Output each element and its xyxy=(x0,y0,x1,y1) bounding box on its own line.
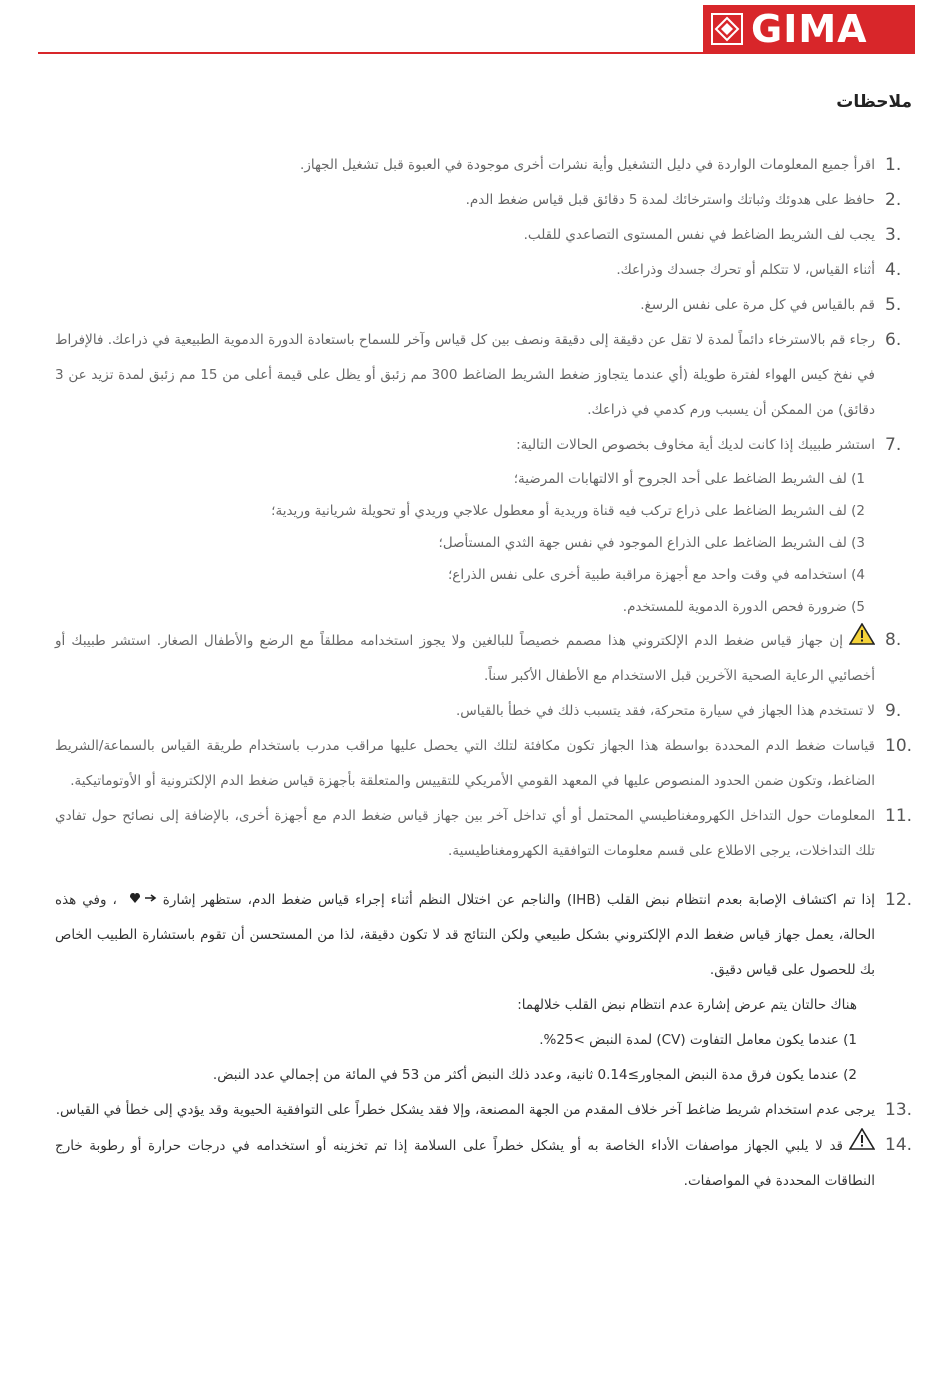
item-text: حافظ على هدوئك وثباتك واسترخائك لمدة 5 دقائق قبل قياس ضغط الدم. xyxy=(465,192,875,208)
item-lead: هناك حالتان يتم عرض إشارة عدم انتظام نبض القلب خلالهما: xyxy=(517,997,857,1013)
item-text: قياسات ضغط الدم المحددة بواسطة هذا الجهاز تكون مكافئة لتلك التي يحصل عليها مراقب مدرب باستخدام طريقة القياس بالسماعة/الشريط الضاغط، وتكون ضمن الحدود المنصوص عليها في المعهد القومي الأمريكي للتقييس والمتعلقة بأجهزة قياس ضغط الدم الإلكترونية أو الأوتوماتيكية. xyxy=(55,738,875,789)
list-item xyxy=(55,218,915,253)
item-number: 13. xyxy=(885,1100,913,1120)
list-item xyxy=(55,183,915,218)
item-text: المعلومات حول التداخل الكهرومغناطيسي المحتمل أو أي تداخل آخر بين جهاز قياس ضغط الدم مع أجهزة أخرى، بالإضافة إلى نصائح حول تفادي تلك التداخلات، يرجى الاطلاع على قسم معلومات التوافقية الكهرومغناطيسية. xyxy=(55,808,875,859)
item-number: 5. xyxy=(885,295,902,315)
item-text-wrap xyxy=(55,623,875,694)
list-item xyxy=(55,148,915,183)
gima-diamond-icon xyxy=(711,13,743,45)
item-number: 3. xyxy=(885,225,902,245)
list-item xyxy=(55,428,915,623)
item-text: ، وفي هذه الحالة، يعمل جهاز قياس ضغط الدم الإلكتروني بشكل طبيعي ولكن النتائج قد لا تكون دقيقة، لذا من المستحسن أن تقوم باستشارة الطبيب الخاص بك للحصول على قياس دقيق. xyxy=(55,892,875,978)
item-number: 1. xyxy=(885,155,902,175)
item-text: إن جهاز قياس ضغط الدم الإلكتروني هذا مصمم خصيصاً للبالغين ولا يجوز استخدامه مطلقاً مع الرضع والأطفال الصغار. استشر طبيبك أو أخصائيي الرعاية الصحية الآخرين قبل الاستخدام مع الأطفال الأكبر سناً. xyxy=(55,633,875,684)
item-number: 9. xyxy=(885,701,902,721)
list-item xyxy=(55,323,915,428)
item-text: يجب لف الشريط الضاغط في نفس المستوى التصاعدي للقلب. xyxy=(523,227,875,243)
item-text: أثناء القياس، لا تتكلم أو تحرك جسدك وذراعك. xyxy=(616,262,875,278)
item-text: قم بالقياس في كل مرة على نفس الرسغ. xyxy=(640,297,875,313)
brand-name: GIMA xyxy=(751,7,868,51)
list-item xyxy=(55,799,915,869)
item-number: 11. xyxy=(885,806,913,826)
list-item xyxy=(55,883,915,1093)
item-number: 7. xyxy=(885,435,902,455)
item-number: 8. xyxy=(885,630,902,650)
item-number: 4. xyxy=(885,260,902,280)
item-text: رجاء قم بالاسترخاء دائماً لمدة لا تقل عن دقيقة إلى دقيقة ونصف بين كل قياس وآخر للسماح باستعادة الدورة الدموية الطبيعية في ذراعك. فالإفراط في نفخ كيس الهواء لفترة طويلة (أي عندما يتجاوز ضغط الشريط الضاغط 300 مم زئبق أو يظل على قيمة أعلى من 15 مم زئبق لمدة تزيد عن 3 دقائق) من الممكن أن يسبب ورم كدمي في ذراعك. xyxy=(55,332,876,418)
item-text: يرجى عدم استخدام شريط ضاغط آخر خلاف المقدم من الجهة المصنعة، وإلا فقد يشكل خطراً على التوافقية الحيوية وقد يؤدي إلى خطأ في القياس. xyxy=(55,1102,875,1118)
list-item xyxy=(55,288,915,323)
list-item xyxy=(55,729,915,799)
sub-item: 2) لف الشريط الضاغط على ذراع تركب فيه قناة وريدية أو معطول علاجي وريدي أو تحويلة شريانية وريدية؛ xyxy=(271,503,865,519)
irregular-heartbeat-icon xyxy=(129,883,157,918)
sub-item: 5) ضرورة فحص الدورة الدموية للمستخدم. xyxy=(622,599,865,615)
item-number: 2. xyxy=(885,190,902,210)
warning-triangle-icon xyxy=(849,1128,875,1164)
list-item xyxy=(55,694,915,729)
item-number: 12. xyxy=(885,890,913,910)
list-item xyxy=(55,623,915,694)
sub-item: 1) عندما يكون معامل التفاوت (CV) لمدة النبض >25%. xyxy=(539,1032,857,1048)
sub-item: 3) لف الشريط الضاغط على الذراع الموجود في نفس جهة الثدي المستأصل؛ xyxy=(438,535,865,551)
item-text-wrap xyxy=(55,883,875,988)
gima-logo xyxy=(703,5,915,53)
list-item xyxy=(55,253,915,288)
item-number: 14. xyxy=(885,1135,913,1155)
item-number: 10. xyxy=(885,736,913,756)
sub-item: 2) عندما يكون فرق مدة النبض المجاور≥0.14 ثانية، وعدد ذلك النبض أكثر من 53 في المائة من إجمالي عدد النبض. xyxy=(212,1067,857,1083)
item-text: اقرأ جميع المعلومات الواردة في دليل التشغيل وأية نشرات أخرى موجودة في العبوة قبل تشغيل الجهاز. xyxy=(300,157,875,173)
sub-item: 1) لف الشريط الضاغط على أحد الجروح أو الالتهابات المرضية؛ xyxy=(513,471,865,487)
item-text: إذا تم اكتشاف الإصابة بعدم انتظام نبض القلب (IHB) والناجم عن اختلال النظم أثناء إجراء قياس ضغط الدم، ستظهر إشارة xyxy=(162,892,875,908)
item-text-wrap xyxy=(55,1128,875,1199)
list-item xyxy=(55,1128,915,1199)
item-text: استشر طبيبك إذا كانت لديك أية مخاوف بخصوص الحالات التالية: xyxy=(516,437,875,453)
warning-triangle-icon xyxy=(849,623,875,659)
item-number: 6. xyxy=(885,330,902,350)
sub-item: 4) استخدامه في وقت واحد مع أجهزة مراقبة طبية أخرى على نفس الذراع؛ xyxy=(448,567,865,583)
header-rule xyxy=(38,52,915,54)
item-text: قد لا يلبي الجهاز مواصفات الأداء الخاصة به أو يشكل خطراً على السلامة إذا تم تخزينه أو استخدامه في درجات حرارة أو رطوبة خارج النطاقات المحددة في المواصفات. xyxy=(55,1138,875,1189)
notes-list xyxy=(55,148,915,1199)
page-title: ملاحظات xyxy=(836,92,912,112)
list-item xyxy=(55,1093,915,1128)
item-text: لا تستخدم هذا الجهاز في سيارة متحركة، فقد يتسبب ذلك في خطأ بالقياس. xyxy=(456,703,875,719)
